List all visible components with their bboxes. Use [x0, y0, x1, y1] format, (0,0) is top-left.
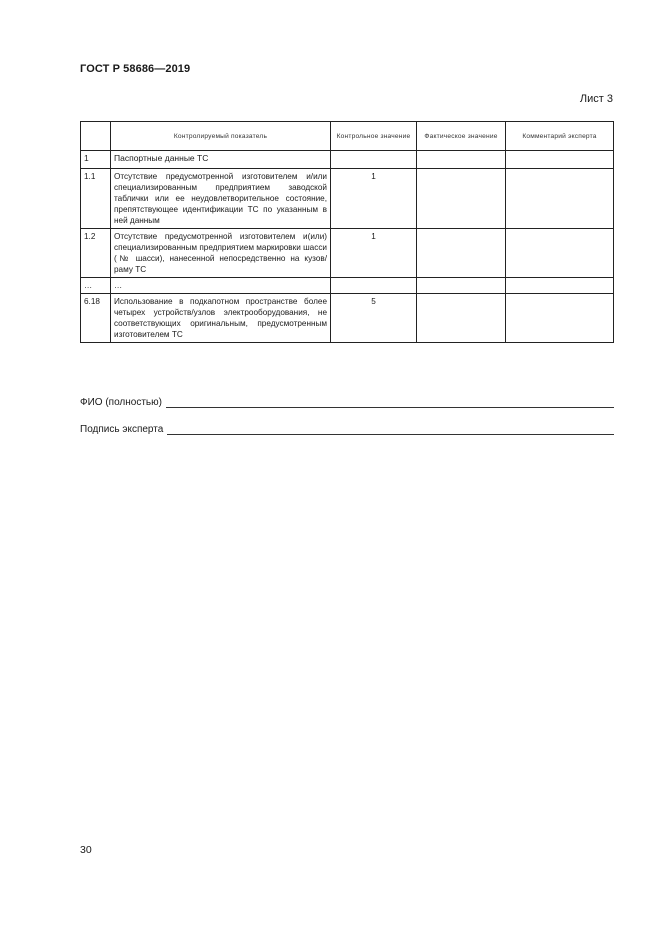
row-comment[interactable]	[506, 294, 614, 343]
row-indicator: Использование в подкапотном пространстве более четырех устройств/узлов электрооборудования, не соответствующих оригинальным, предусмотренным изготовителем ТС	[111, 294, 331, 343]
table-row	[81, 151, 614, 169]
row-number: …	[81, 278, 111, 294]
row-number: 1	[81, 151, 111, 169]
row-control-value: 1	[331, 169, 417, 229]
table-header-row	[81, 122, 614, 151]
col-header-number	[81, 122, 111, 151]
table-row	[81, 229, 614, 278]
table-row	[81, 294, 614, 343]
row-control-value: 5	[331, 294, 417, 343]
row-actual-value[interactable]	[417, 294, 506, 343]
row-number: 1.2	[81, 229, 111, 278]
full-name-field	[80, 397, 614, 408]
table-row	[81, 278, 614, 294]
row-control-value	[331, 151, 417, 169]
full-name-line[interactable]	[166, 397, 614, 408]
inspection-table	[80, 121, 614, 343]
col-header-comment: Комментарий эксперта	[506, 122, 614, 151]
sheet-label: Лист 3	[579, 93, 613, 105]
row-control-value	[331, 278, 417, 294]
row-actual-value[interactable]	[417, 169, 506, 229]
expert-signature-label: Подпись эксперта	[80, 424, 164, 435]
row-actual-value[interactable]	[417, 151, 506, 169]
expert-signature-line[interactable]	[167, 424, 614, 435]
row-indicator: Отсутствие предусмотренной изготовителем и(или) специализированным предприятием маркировки шасси (№ шасси), нанесенной непосредственно на кузов/раму ТС	[111, 229, 331, 278]
page-number: 30	[80, 844, 92, 856]
table-row	[81, 169, 614, 229]
row-comment[interactable]	[506, 278, 614, 294]
col-header-indicator: Контролируемый показатель	[111, 122, 331, 151]
row-actual-value[interactable]	[417, 278, 506, 294]
row-comment[interactable]	[506, 169, 614, 229]
row-number: 1.1	[81, 169, 111, 229]
full-name-label: ФИО (полностью)	[80, 397, 162, 408]
row-comment[interactable]	[506, 151, 614, 169]
col-header-control-value: Контрольное значение	[331, 122, 417, 151]
row-control-value: 1	[331, 229, 417, 278]
row-indicator: Отсутствие предусмотренной изготовителем и/или специализированным предприятием заводской таблички или ее неудовлетворительное состояние, препятствующее идентификации ТС по указанным в ней данным	[111, 169, 331, 229]
col-header-actual-value: Фактическое значение	[417, 122, 506, 151]
row-indicator: …	[111, 278, 331, 294]
row-indicator: Паспортные данные ТС	[111, 151, 331, 169]
standard-code: ГОСТ Р 58686—2019	[80, 63, 191, 75]
expert-signature-field	[80, 424, 614, 435]
row-comment[interactable]	[506, 229, 614, 278]
row-number: 6.18	[81, 294, 111, 343]
row-actual-value[interactable]	[417, 229, 506, 278]
